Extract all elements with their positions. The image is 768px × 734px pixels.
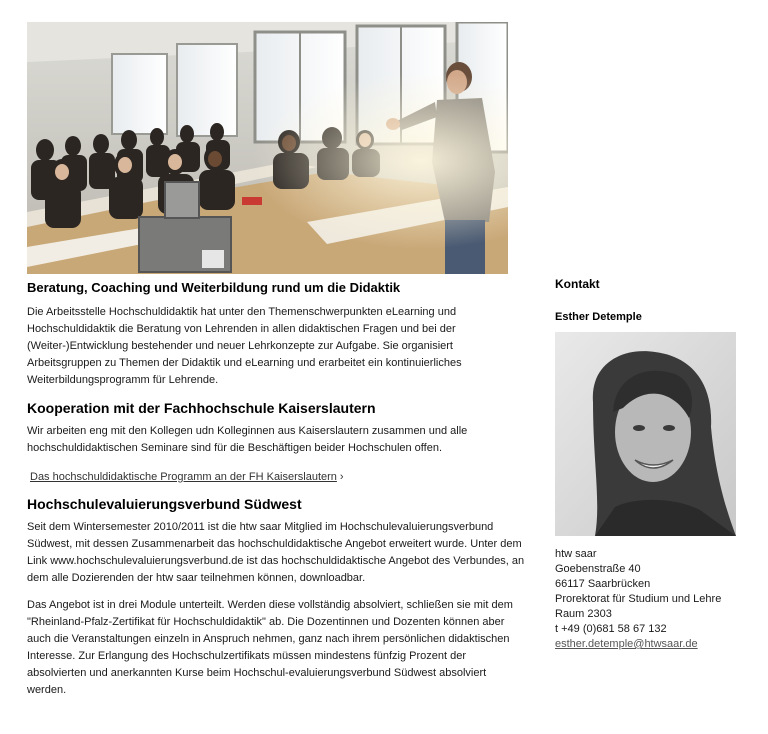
evaluierungsverbund-paragraph: Seit dem Wintersemester 2010/2011 ist die htw saar Mitglied im Hochschulevaluierungsverbund Südwest, mit dessen Zusammenarbeit das hochschuldidaktische Angebot erweitert wurde. Unter dem Link www.hochschulevaluierungsverbund.de ist das hochschuldidaktische Angebot des Verbundes, an dem alle Dozierenden der htw saar teilnehmen können, downloadbar.: [27, 521, 525, 584]
contact-sidebar: [555, 277, 755, 652]
section-heading-didaktik: Beratung, Coaching und Weiterbildung rund um die Didaktik: [27, 280, 401, 295]
fh-kaiserslautern-program-link-label: Das hochschuldidaktische Programm an der FH Kaiserslautern: [30, 471, 337, 483]
contact-email-link[interactable]: esther.detemple@htwsaar.de: [555, 638, 698, 650]
main-content: [27, 22, 527, 699]
kooperation-paragraph: Wir arbeiten eng mit den Kollegen udn Kolleginnen aus Kaiserslautern zusammen und alle hochschuldidaktischen Seminare sind für die Beschäftigen beider Hochschulen offen.: [27, 425, 468, 454]
address-org: htw saar: [555, 548, 597, 560]
contact-title: Kontakt: [555, 277, 600, 291]
intro-paragraph: Die Arbeitsstelle Hochschuldidaktik hat unter den Themenschwerpunkten eLearning und Hochschuldidaktik die Beratung von Lehrenden in allen didaktischen Fragen und bei der (Weiter-)Entwicklung bestehender und neuer Lehrkonzepte zur Aufgabe. Sie organisiert Arbeitsgruppen zu Themen der Didaktik und eLearning und erarbeitet ein kontinuierliches Weiterbildungsprogramm für Lehrende.: [27, 306, 462, 386]
address-phone: t +49 (0)681 58 67 132: [555, 623, 667, 635]
contact-portrait: [555, 332, 736, 536]
module-paragraph: Das Angebot ist in drei Module unterteilt. Werden diese vollständig absolviert, schließen sie mit dem "Rheinland-Pfalz-Zertifikat für Hochschuldidaktik" ab. Die Dozentinnen und Dozenten können aber auch die Veranstaltungen einzeln in Anspruch nehmen, ganz nach ihrem persönlichen didaktischen Interesse. Zur Erlangung des Hochschulzertifikats müssen mindestens fünfzig Prozent der absolvierten und anerkannten Kurse beim Hochschul-evaluierungsverbund Südwest absolviert werden.: [27, 599, 513, 696]
address-street: Goebenstraße 40: [555, 563, 641, 575]
section-heading-evaluierungsverbund: Hochschulevaluierungsverbund Südwest: [27, 496, 302, 512]
address-city: 66117 Saarbrücken: [555, 578, 651, 590]
address-room: Raum 2303: [555, 608, 612, 620]
contact-address: [555, 547, 755, 652]
chevron-right-icon: ›: [339, 471, 344, 483]
section-heading-kooperation: Kooperation mit der Fachhochschule Kaiserslautern: [27, 400, 376, 416]
seminar-photo: [27, 22, 508, 274]
address-department: Prorektorat für Studium und Lehre: [555, 593, 722, 605]
fh-kaiserslautern-program-link[interactable]: [30, 469, 344, 485]
contact-name: Esther Detemple: [555, 311, 642, 323]
